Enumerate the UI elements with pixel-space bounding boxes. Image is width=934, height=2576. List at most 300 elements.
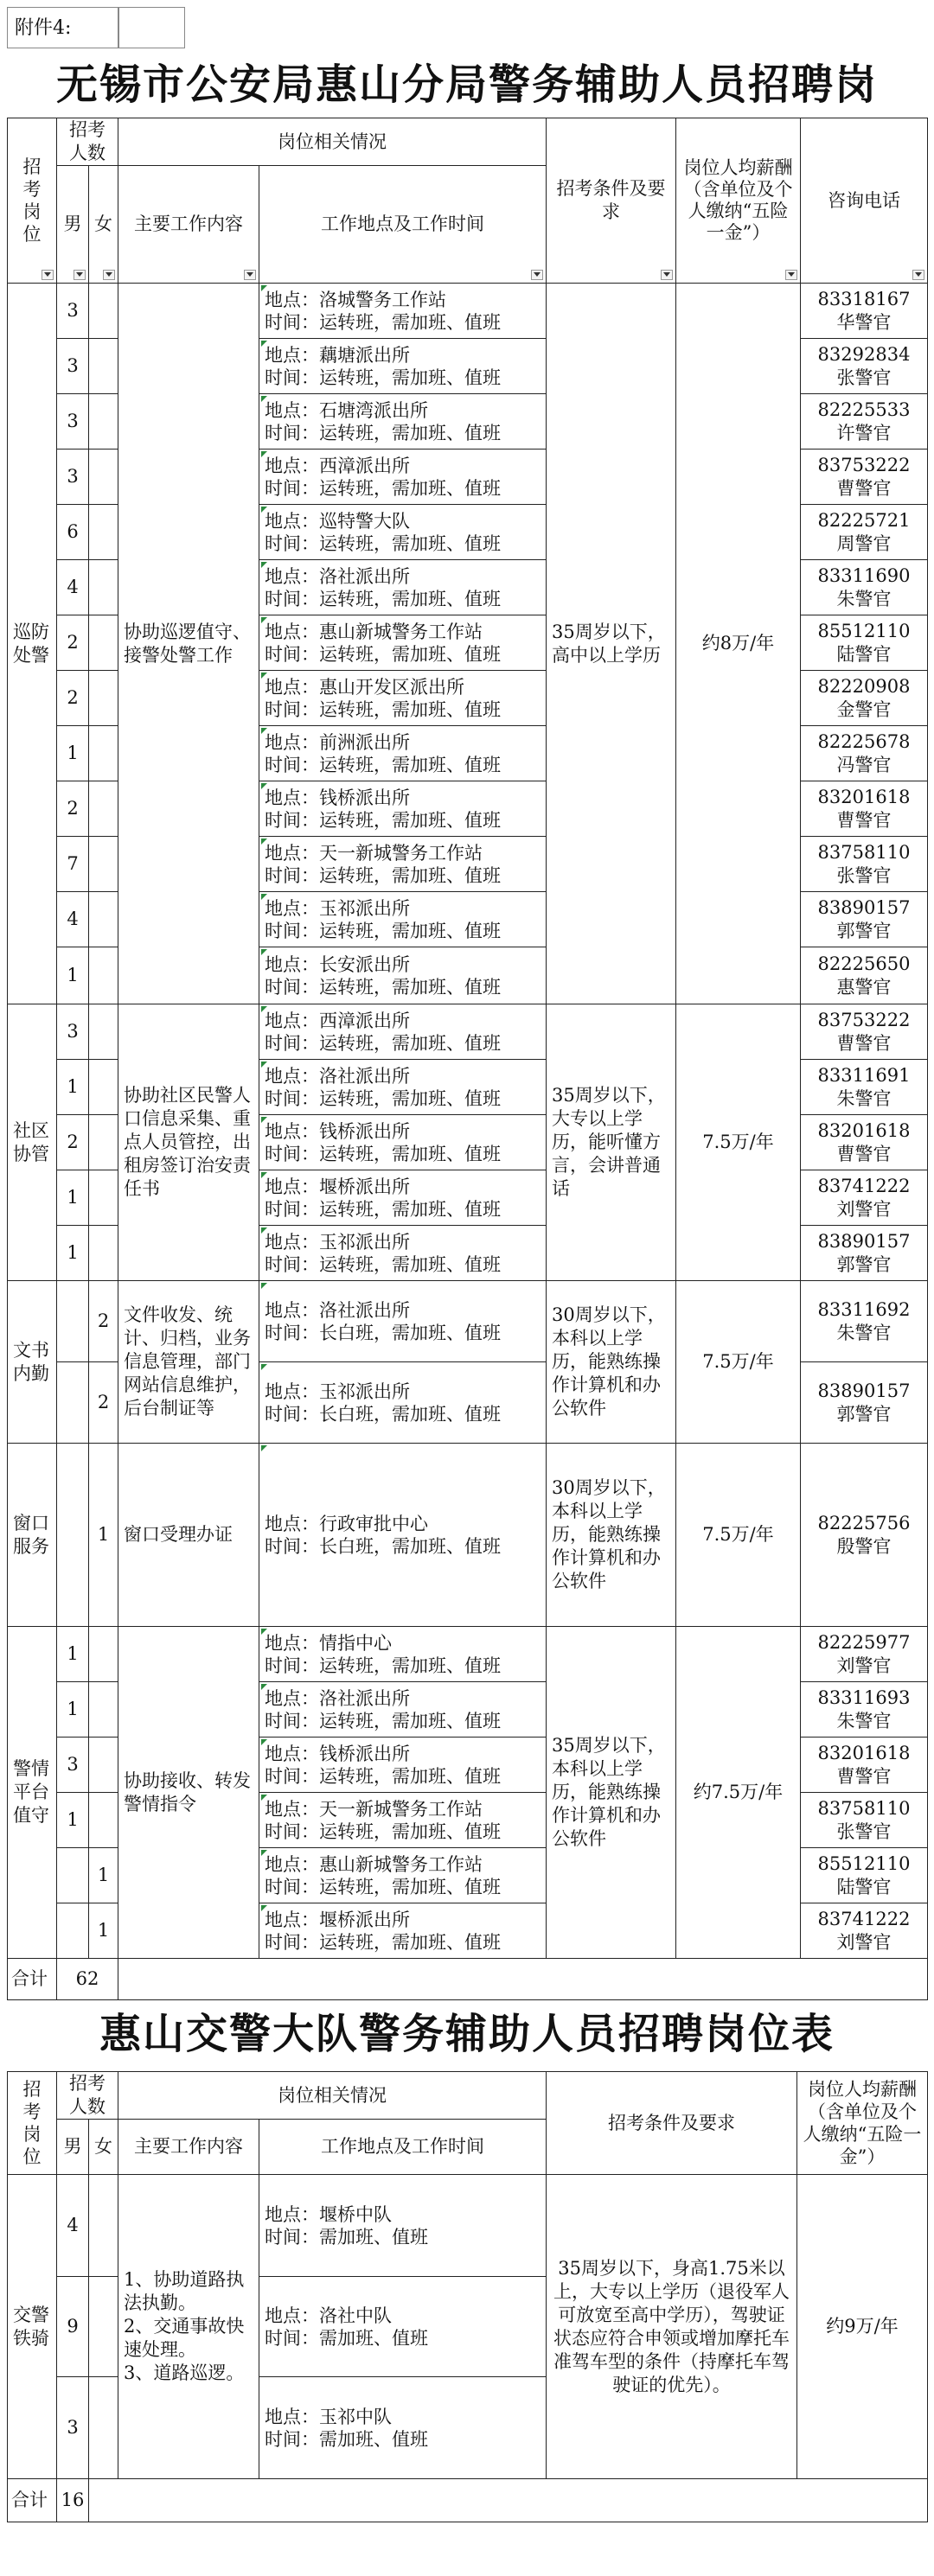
location-text: 地点：石塘湾派出所 [265,399,428,421]
table-row [8,1627,928,1682]
main-work: 协助接收、转发警情指令 [118,1627,259,1959]
header-male-label: 男 [63,214,82,234]
female-count [89,339,118,394]
male-count: 1 [57,1793,89,1848]
table-row [8,1444,928,1627]
cell-comment-marker [261,673,267,679]
phone-number: 85512110 [817,620,911,641]
location-text: 地点：堰桥派出所 [265,1176,410,1197]
time-text: 时间：运转班，需加班、值班 [265,477,501,499]
contact-name: 朱警官 [836,1322,892,1343]
t2-header-position [8,2072,57,2175]
header-phone [801,118,928,284]
location-time [259,1281,547,1362]
requirements: 30周岁以下，本科以上学历，能熟练操作计算机和办公软件 [547,1281,676,1444]
header-male [57,166,89,284]
female-count [89,1793,118,1848]
time-text: 时间：运转班，需加班、值班 [265,864,501,886]
location-time [259,560,547,615]
phone-contact [801,1793,928,1848]
location-text: 地点：情指中心 [265,1632,392,1654]
position-name: 窗口服务 [8,1444,57,1627]
location-time [259,1738,547,1793]
female-count [89,505,118,560]
contact-name: 许警官 [836,422,892,443]
female-count [89,2377,118,2479]
phone-contact [801,339,928,394]
phone-number: 83753222 [817,454,911,475]
phone-number: 83741222 [817,1908,911,1929]
location-text: 地点：惠山新城警务工作站 [265,621,483,642]
location-time [259,450,547,505]
phone-contact [801,1226,928,1281]
cell-comment-marker [261,1364,267,1370]
filter-dropdown-icon[interactable] [244,270,256,280]
phone-contact [801,1362,928,1444]
female-count [89,1115,118,1170]
contact-name: 刘警官 [836,1931,892,1953]
cell-comment-marker [261,617,267,623]
time-text: 时间：运转班，需加班、值班 [265,311,501,333]
header-position [8,118,57,284]
location-time [259,1060,547,1115]
female-count [89,394,118,450]
time-text: 时间：运转班，需加班、值班 [265,1931,501,1953]
cell-comment-marker [261,1006,267,1012]
header-female-label: 女 [94,214,112,234]
location-text: 地点：洛社派出所 [265,1065,410,1087]
filter-dropdown-icon[interactable] [103,270,115,280]
contact-name: 张警官 [836,367,892,388]
contact-name: 郭警官 [836,1403,892,1425]
phone-contact [801,1903,928,1959]
location-text: 地点：洛城警务工作站 [265,289,446,310]
male-count: 1 [57,947,89,1004]
male-count: 1 [57,726,89,781]
cell-comment-marker [261,1905,267,1911]
male-count: 3 [57,284,89,339]
phone-contact [801,1738,928,1793]
location-time [259,284,547,339]
phone-number: 82225721 [817,509,911,531]
phone-contact [801,560,928,615]
contact-name: 陆警官 [836,1876,892,1897]
position-name: 警情平台值守 [8,1627,57,1959]
header-count: 招考人数 [57,118,118,166]
requirements: 35周岁以下，身高1.75米以上，大专以上学历（退役军人可放宽至高中学历），驾驶证状态应符合申领或增加摩托车准驾车型的条件（持摩托车驾驶证的优先）。 [547,2175,797,2479]
header-position-label: 招考岗位 [22,156,42,245]
male-count: 4 [57,892,89,947]
location-time [259,2277,547,2377]
phone-contact [801,1444,928,1627]
time-text: 时间：长白班，需加班、值班 [265,1322,501,1343]
location-time [259,1682,547,1738]
time-text: 时间：运转班，需加班、值班 [265,1876,501,1897]
header-location-time-label: 工作地点及工作时间 [321,214,484,234]
time-text: 时间：运转班，需加班、值班 [265,1710,501,1731]
cell-comment-marker [261,728,267,734]
cell-comment-marker [261,838,267,845]
filter-dropdown-icon[interactable] [74,270,86,280]
cell-comment-marker [261,1739,267,1745]
female-count [89,1226,118,1281]
requirements: 35周岁以下，本科以上学历，能熟练操作计算机和办公软件 [547,1627,676,1959]
time-text: 时间：运转班，需加班、值班 [265,588,501,609]
phone-number: 83758110 [817,1797,911,1819]
salary: 约8万/年 [676,284,801,1004]
location-time [259,1903,547,1959]
main-work: 文件收发、统计、归档，业务信息管理，部门网站信息维护，后台制证等 [118,1281,259,1444]
time-text: 时间：运转班，需加班、值班 [265,1765,501,1787]
phone-number: 85512110 [817,1852,911,1874]
location-time [259,2175,547,2277]
contact-name: 朱警官 [836,1710,892,1731]
salary: 约9万/年 [797,2175,928,2479]
location-time [259,394,547,450]
contact-name: 曹警官 [836,1032,892,1054]
female-count: 2 [89,1281,118,1362]
phone-number: 82225977 [817,1631,911,1653]
location-time [259,726,547,781]
requirements: 35周岁以下，高中以上学历 [547,284,676,1004]
phone-number: 82225650 [817,953,911,974]
male-count: 1 [57,1627,89,1682]
position-name: 巡防处警 [8,284,57,1004]
contact-name: 张警官 [836,1820,892,1842]
cell-comment-marker [261,396,267,402]
phone-contact [801,1281,928,1362]
cell-comment-marker [261,507,267,513]
filter-dropdown-icon[interactable] [42,270,54,280]
cell-comment-marker [261,341,267,347]
filter-dropdown-icon[interactable] [661,270,673,280]
male-count: 3 [57,1004,89,1060]
location-text: 地点：天一新城警务工作站 [265,1798,483,1820]
location-text: 地点：玉祁派出所 [265,897,410,919]
location-text: 地点：巡特警大队 [265,510,410,532]
phone-contact [801,394,928,450]
female-count [89,1170,118,1226]
phone-contact [801,1682,928,1738]
main-work: 协助社区民警人口信息采集、重点人员管控，出租房签订治安责任书 [118,1004,259,1281]
time-text: 时间：运转班，需加班、值班 [265,1655,501,1676]
total-label: 合计 [8,1959,57,2000]
main-work: 窗口受理办证 [118,1444,259,1627]
time-text: 时间：长白班，需加班、值班 [265,1403,501,1425]
location-text: 地点：玉祁派出所 [265,1380,410,1402]
contact-name: 曹警官 [836,1765,892,1787]
location-time [259,1115,547,1170]
male-count: 3 [57,339,89,394]
phone-number: 82225533 [817,399,911,420]
female-count [89,671,118,726]
phone-number: 83890157 [817,1230,911,1252]
t2-header-location-time: 工作地点及工作时间 [259,2120,547,2175]
phone-number: 83741222 [817,1175,911,1196]
header-location-time [259,166,547,284]
total-empty [118,1959,928,2000]
main-work: 协助巡逻值守、接警处警工作 [118,284,259,1004]
cell-comment-marker [261,1684,267,1690]
time-text: 时间：运转班，需加班、值班 [265,1032,501,1054]
filter-dropdown-icon[interactable] [785,270,797,280]
table-row [8,2175,928,2277]
female-count [89,615,118,671]
phone-number: 83890157 [817,1380,911,1401]
cell-comment-marker [261,1850,267,1856]
location-text: 地点：堰桥中队 [265,2203,392,2225]
phone-contact [801,505,928,560]
male-count: 1 [57,1226,89,1281]
contact-name: 郭警官 [836,920,892,941]
position-name: 文书内勤 [8,1281,57,1444]
male-count [57,1444,89,1627]
male-count: 4 [57,2175,89,2277]
location-time [259,1226,547,1281]
male-count: 7 [57,837,89,892]
phone-number: 83318167 [817,288,911,309]
attachment-label: 附件4: [7,7,119,48]
male-count: 1 [57,1170,89,1226]
male-count: 3 [57,1738,89,1793]
cell-comment-marker [261,1283,267,1289]
female-count [89,2277,118,2377]
header-female [89,166,118,284]
time-text: 时间：运转班，需加班、值班 [265,1820,501,1842]
cell-comment-marker [261,451,267,457]
phone-contact [801,284,928,339]
time-text: 时间：运转班，需加班、值班 [265,809,501,831]
male-count [57,1903,89,1959]
time-text: 时间：运转班，需加班、值班 [265,532,501,554]
contact-name: 张警官 [836,864,892,886]
t2-header-requirements: 招考条件及要求 [547,2072,797,2175]
female-count [89,837,118,892]
time-text: 时间：需加班、值班 [265,2428,428,2450]
phone-contact [801,1170,928,1226]
location-text: 地点：堰桥派出所 [265,1909,410,1930]
male-count: 4 [57,560,89,615]
location-text: 地点：行政审批中心 [265,1513,428,1534]
phone-contact [801,671,928,726]
recruitment-table-1 [7,118,928,2000]
phone-contact [801,892,928,947]
t2-header-position-label: 招考岗位 [22,2079,42,2167]
header-main-work [118,166,259,284]
male-count: 3 [57,2377,89,2479]
table2-title: 惠山交警大队警务辅助人员招聘岗位表 [99,2010,835,2058]
location-text: 地点：洛社派出所 [265,565,410,587]
position-name: 交警铁骑 [8,2175,57,2479]
male-count: 3 [57,450,89,505]
location-text: 地点：藕塘派出所 [265,344,410,366]
phone-number: 83890157 [817,896,911,918]
location-time [259,1170,547,1226]
phone-number: 83201618 [817,1119,911,1141]
location-time [259,2377,547,2479]
location-time [259,339,547,394]
total-label: 合计 [8,2479,57,2522]
male-count: 2 [57,1115,89,1170]
t2-header-male: 男 [57,2120,89,2175]
female-count: 1 [89,1903,118,1959]
location-text: 地点：洛社派出所 [265,1687,410,1709]
contact-name: 曹警官 [836,1143,892,1164]
time-text: 时间：需加班、值班 [265,2226,428,2248]
female-count [89,284,118,339]
contact-name: 朱警官 [836,1087,892,1109]
female-count [89,2175,118,2277]
location-time [259,1444,547,1627]
contact-name: 刘警官 [836,1655,892,1676]
phone-number: 83292834 [817,343,911,365]
cell-comment-marker [261,1795,267,1801]
location-text: 地点：洛社派出所 [265,1299,410,1321]
location-text: 地点：玉祁派出所 [265,1231,410,1253]
female-count [89,781,118,837]
location-time [259,1362,547,1444]
female-count [89,1060,118,1115]
t2-header-related: 岗位相关情况 [118,2072,547,2120]
female-count [89,1738,118,1793]
cell-comment-marker [261,1117,267,1123]
time-text: 时间：长白班，需加班、值班 [265,1535,501,1557]
phone-contact [801,726,928,781]
table-row [8,284,928,339]
salary: 7.5万/年 [676,1004,801,1281]
female-count [89,892,118,947]
phone-number: 83311693 [817,1687,911,1708]
time-text: 时间：运转班，需加班、值班 [265,1143,501,1164]
male-count: 2 [57,615,89,671]
phone-number: 83201618 [817,1742,911,1763]
time-text: 时间：运转班，需加班、值班 [265,367,501,388]
phone-number: 83311691 [817,1064,911,1086]
cell-comment-marker [261,1629,267,1635]
male-count: 6 [57,505,89,560]
filter-dropdown-icon[interactable] [912,270,924,280]
location-time [259,671,547,726]
total-value: 62 [57,1959,118,2000]
time-text: 时间：运转班，需加班、值班 [265,643,501,665]
salary: 7.5万/年 [676,1281,801,1444]
time-text: 时间：运转班，需加班、值班 [265,422,501,443]
location-text: 地点：钱桥派出所 [265,787,410,808]
cell-comment-marker [261,285,267,291]
male-count [57,1281,89,1362]
location-time [259,1793,547,1848]
attachment-empty-cell [119,7,185,48]
phone-number: 83753222 [817,1009,911,1030]
female-count [89,947,118,1004]
location-text: 地点：天一新城警务工作站 [265,842,483,864]
location-text: 地点：玉祁中队 [265,2406,392,2427]
contact-name: 冯警官 [836,754,892,775]
phone-contact [801,450,928,505]
cell-comment-marker [261,783,267,789]
phone-contact [801,1627,928,1682]
phone-number: 83758110 [817,841,911,863]
location-text: 地点：钱桥派出所 [265,1120,410,1142]
contact-name: 刘警官 [836,1198,892,1220]
location-time [259,1627,547,1682]
contact-name: 曹警官 [836,809,892,831]
phone-contact [801,781,928,837]
location-text: 地点：惠山开发区派出所 [265,676,464,698]
table-row [8,1281,928,1362]
phone-contact [801,1004,928,1060]
header-salary-label: 岗位人均薪酬（含单位及个人缴纳“五险一金”） [683,157,793,243]
header-phone-label: 咨询电话 [828,189,900,211]
time-text: 时间：运转班，需加班、值班 [265,1198,501,1220]
salary: 约7.5万/年 [676,1627,801,1959]
filter-dropdown-icon[interactable] [531,270,543,280]
cell-comment-marker [261,949,267,955]
contact-name: 金警官 [836,698,892,720]
male-count [57,1848,89,1903]
male-count: 1 [57,1682,89,1738]
table-row [8,1004,928,1060]
phone-contact [801,1848,928,1903]
header-requirements-label: 招考条件及要求 [556,178,666,222]
male-count [57,1362,89,1444]
time-text: 时间：运转班，需加班、值班 [265,920,501,941]
female-count [89,1682,118,1738]
time-text: 时间：运转班，需加班、值班 [265,976,501,998]
position-name: 社区协管 [8,1004,57,1281]
time-text: 时间：运转班，需加班、值班 [265,698,501,720]
t2-header-main-work: 主要工作内容 [118,2120,259,2175]
contact-name: 殷警官 [836,1535,892,1557]
location-text: 地点：前洲派出所 [265,731,410,753]
phone-number: 83201618 [817,786,911,807]
location-time [259,781,547,837]
total-row [8,2479,928,2522]
main-work: 1、协助道路执法执勤。 2、交通事故快速处理。 3、道路巡逻。 [118,2175,259,2479]
female-count [89,450,118,505]
phone-number: 82220908 [817,675,911,697]
cell-comment-marker [261,1172,267,1178]
location-time [259,947,547,1004]
total-row [8,1959,928,2000]
contact-name: 郭警官 [836,1253,892,1275]
cell-comment-marker [261,1062,267,1068]
contact-name: 惠警官 [836,976,892,998]
header-main-work-label: 主要工作内容 [134,214,243,234]
time-text: 时间：运转班，需加班、值班 [265,754,501,775]
t2-header-female: 女 [89,2120,118,2175]
phone-contact [801,947,928,1004]
phone-number: 83311690 [817,564,911,586]
location-text: 地点：西漳派出所 [265,1010,410,1031]
location-time [259,505,547,560]
time-text: 时间：运转班，需加班、值班 [265,1087,501,1109]
male-count: 2 [57,671,89,726]
female-count: 1 [89,1848,118,1903]
time-text: 时间：需加班、值班 [265,2327,428,2349]
total-value: 16 [57,2479,89,2522]
salary: 7.5万/年 [676,1444,801,1627]
location-time [259,1004,547,1060]
location-time [259,1848,547,1903]
header-requirements [547,118,676,284]
time-text: 时间：运转班，需加班、值班 [265,1253,501,1275]
cell-comment-marker [261,562,267,568]
female-count [89,1627,118,1682]
male-count: 1 [57,1060,89,1115]
header-salary [676,118,801,284]
t2-header-salary: 岗位人均薪酬（含单位及个人缴纳“五险一金”） [797,2072,928,2175]
